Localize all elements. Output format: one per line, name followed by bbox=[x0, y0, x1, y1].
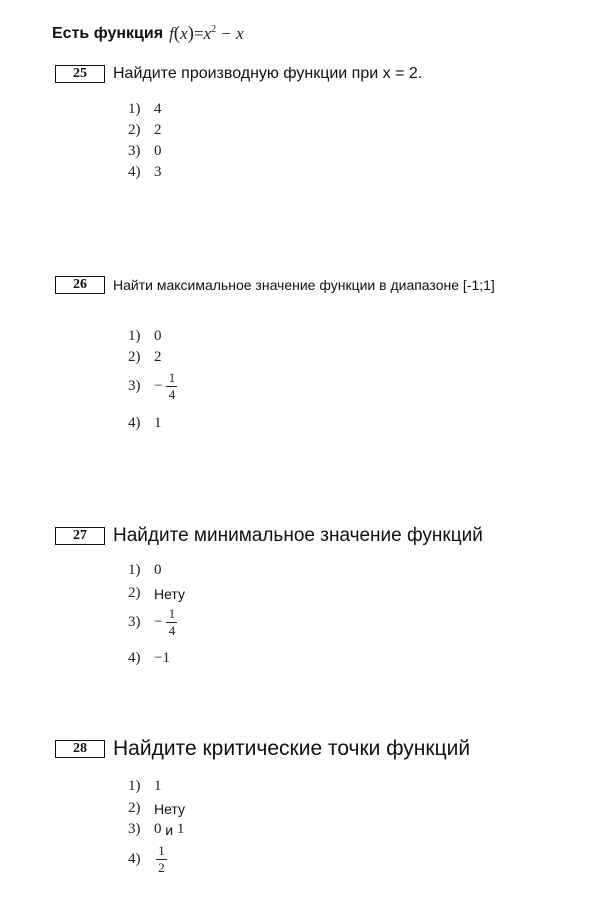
fraction: $\frac{1}{4}$ bbox=[166, 607, 177, 637]
answer-option: 2) 2 bbox=[128, 349, 162, 365]
task-question: Найдите критические точки функций bbox=[113, 737, 471, 760]
task-number-box: 25 bbox=[55, 65, 105, 83]
task-28-header bbox=[55, 737, 470, 761]
answer-option: 4) $\frac{1}{2}$ bbox=[128, 844, 167, 874]
function-formula: $f(x)=x^2 - x$ bbox=[169, 23, 244, 44]
answer-option: 1) 1 bbox=[128, 778, 162, 794]
task-25-header bbox=[55, 65, 422, 83]
answer-option: 3) − $\frac{1}{4}$ bbox=[128, 607, 177, 637]
answer-option: 4) 1 bbox=[128, 415, 162, 431]
task-26-header bbox=[55, 276, 495, 294]
answer-option: 4) 3 bbox=[128, 164, 162, 180]
header-label: Есть функция bbox=[52, 25, 164, 42]
function-header bbox=[52, 20, 244, 48]
task-27-header bbox=[55, 525, 483, 547]
fraction: $\frac{1}{2}$ bbox=[156, 844, 167, 874]
task-number-box: 27 bbox=[55, 527, 105, 545]
task-number-box: 28 bbox=[55, 740, 105, 758]
answer-option: 4) −1 bbox=[128, 650, 170, 666]
answer-option: 2) 2 bbox=[128, 122, 162, 138]
answer-option: 1) 4 bbox=[128, 101, 162, 117]
answer-option: 1) 0 bbox=[128, 562, 162, 578]
task-question: Найти максимальное значение функции в диапазоне [-1;1] bbox=[113, 277, 495, 293]
task-question: Найдите минимальное значение функций bbox=[113, 525, 483, 546]
fraction: $\frac{1}{4}$ bbox=[166, 371, 177, 401]
answer-option: 3) 0 и 1 bbox=[128, 821, 185, 838]
task-question: Найдите производную функции при x = 2. bbox=[113, 65, 423, 82]
answer-option: 3) − $\frac{1}{4}$ bbox=[128, 371, 177, 401]
task-number-box: 26 bbox=[55, 276, 105, 294]
answer-option: 1) 0 bbox=[128, 328, 162, 344]
answer-option: 2) Нету bbox=[128, 800, 186, 817]
answer-option: 3) 0 bbox=[128, 143, 162, 159]
answer-option: 2) Нету bbox=[128, 585, 186, 602]
